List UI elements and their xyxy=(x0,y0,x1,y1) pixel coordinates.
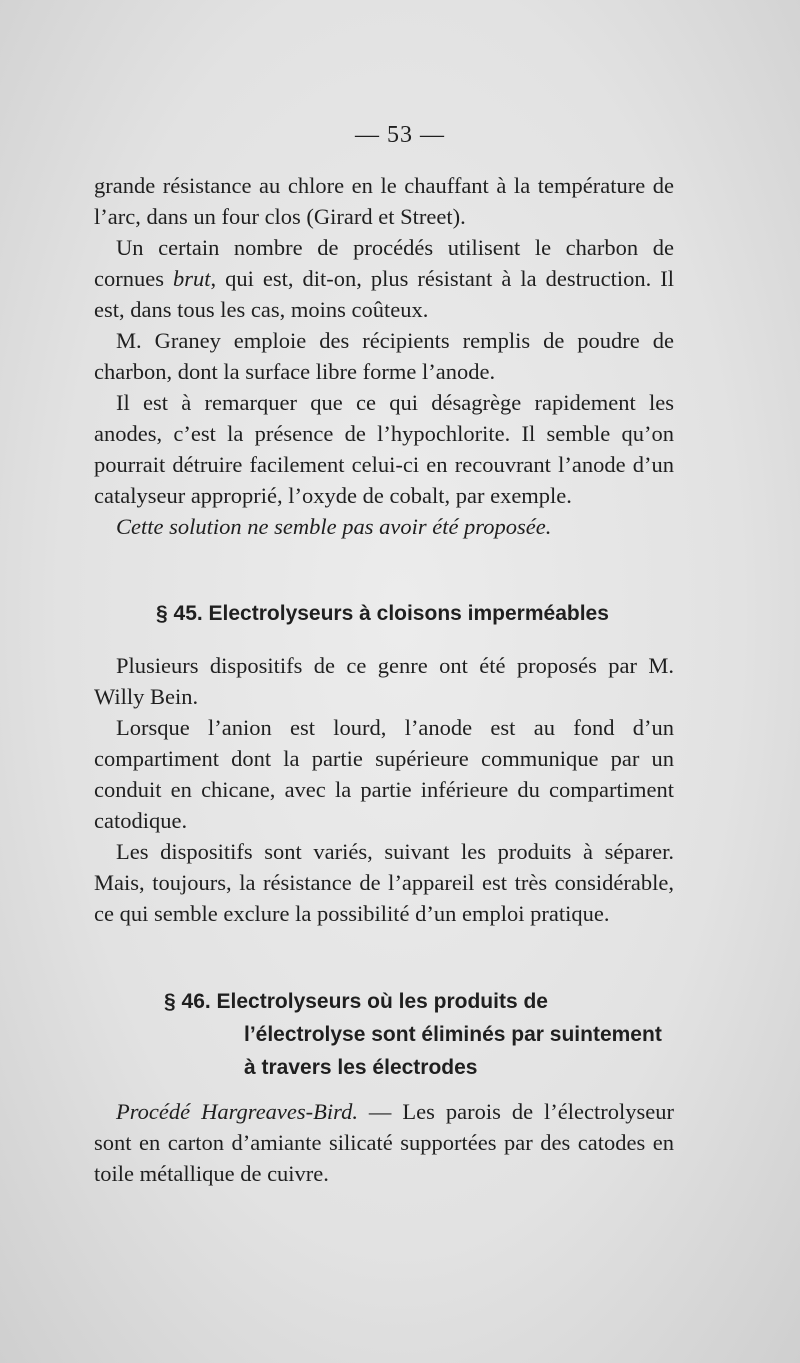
paragraph: grande résistance au chlore en le chauffant à la température de l’arc, dans un four clos (Girard et Street). xyxy=(94,173,674,229)
text-span: , qui est, dit-on, plus résistant à la destruction. Il est, dans tous les cas, moins coûteux. xyxy=(94,266,674,322)
paragraph: Il est à remarquer que ce qui désagrège rapidement les anodes, c’est la présence de l’hypochlorite. Il semble qu’on pourrait détruire facilement celui-ci en recouvrant l’anode d’un catalyseur approprié, l’oxyde de cobalt, par exemple. xyxy=(94,390,674,508)
section-heading-46: § 46. Electrolyseurs où les produits de l’électrolyse sont éliminés par suintement à travers les électrodes xyxy=(164,990,662,1079)
paragraph xyxy=(94,1096,674,1189)
paragraph: M. Graney emploie des récipients remplis de poudre de charbon, dont la surface libre forme l’anode. xyxy=(94,328,674,384)
section-heading-45: § 45. Electrolyseurs à cloisons imperméables xyxy=(156,602,609,625)
text-span: — Les parois de l’électrolyseur sont en carton d’amiante silicaté supportées par des catodes en toile métallique de cuivre. xyxy=(94,1099,674,1186)
italic-term: brut xyxy=(172,266,211,291)
paragraph-italic: Cette solution ne semble pas avoir été proposée. xyxy=(116,514,552,539)
page-number: — 53 — xyxy=(355,122,445,148)
paragraph: Les dispositifs sont variés, suivant les produits à séparer. Mais, toujours, la résistance de l’appareil est très considérable, ce qui semble exclure la possibilité d’un emploi pratique. xyxy=(94,839,674,926)
paragraph: Lorsque l’anion est lourd, l’anode est au fond d’un compartiment dont la partie supérieure communique par un conduit en chicane, avec la partie inférieure du compartiment catodique. xyxy=(94,715,674,833)
text-block-3 xyxy=(94,1096,674,1189)
italic-term: Procédé Hargreaves-Bird. xyxy=(116,1099,358,1124)
text-block-1 xyxy=(94,170,674,542)
paragraph xyxy=(94,232,674,325)
text-span: Un certain nombre de procédés utilisent le charbon de cornues xyxy=(94,235,674,291)
text-block-2 xyxy=(94,650,674,929)
paragraph: Plusieurs dispositifs de ce genre ont été proposés par M. Willy Bein. xyxy=(94,653,674,709)
